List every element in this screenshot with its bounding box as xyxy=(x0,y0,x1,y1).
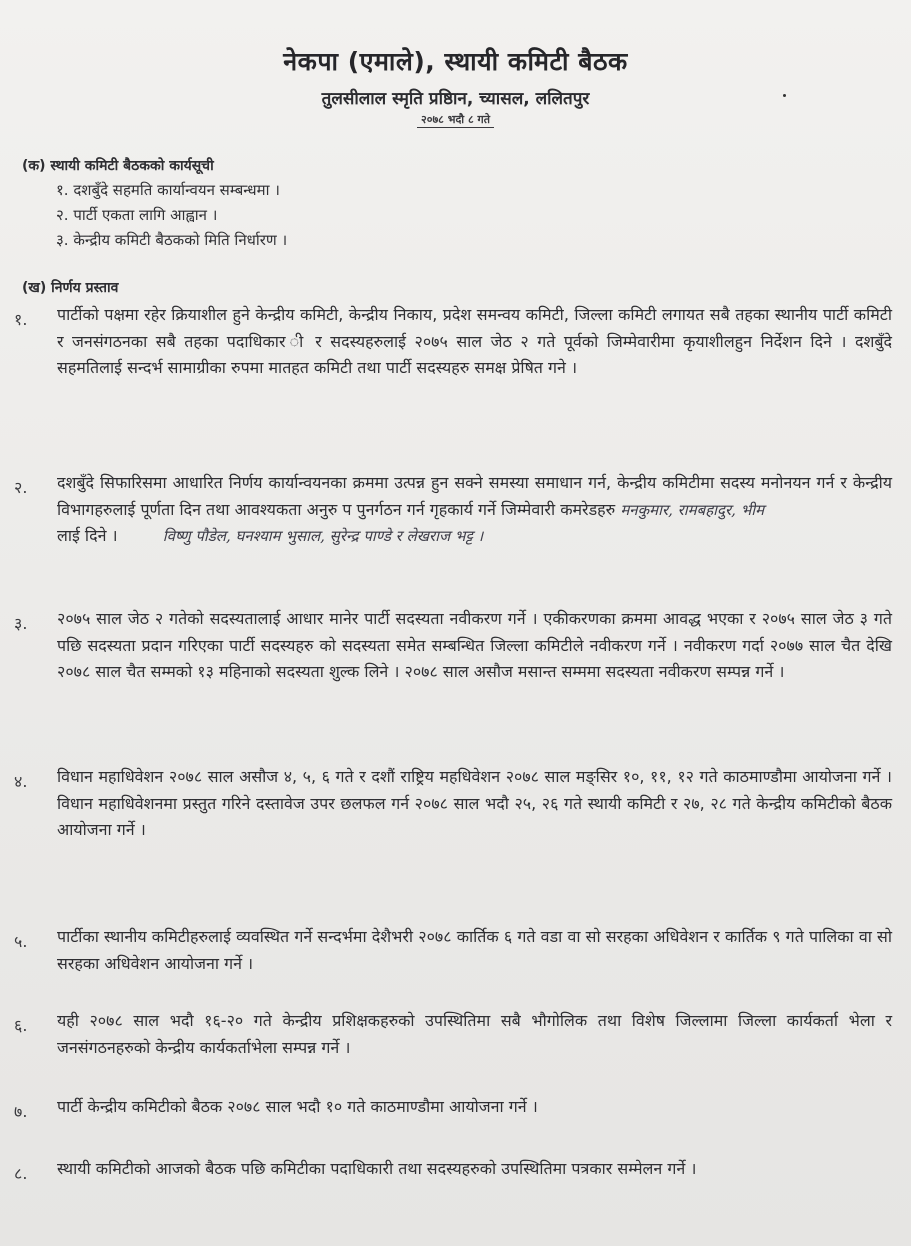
decision-text-8: स्थायी कमिटीको आजको बैठक पछि कमिटीका पदाधिकारी तथा सदस्यहरुको उपस्थितिमा पत्रकार सम्मेलन गर्ने । xyxy=(57,1159,697,1178)
agenda-heading: (क) स्थायी कमिटी बैठकको कार्यसूची xyxy=(22,158,214,174)
decision-text-5: पार्टीका स्थानीय कमिटीहरुलाई व्यवस्थित गर्ने सन्दर्भमा देशैभरी २०७८ कार्तिक ६ गते वडा वा सो सरहका अधिवेशन र कार्तिक ९ गते पालिका वा सो सरहका अधिवेशन आयोजना गर्ने । xyxy=(57,927,892,973)
decision-number-6: ६. xyxy=(14,1016,28,1035)
handwritten-note-2: विष्णु पौडेल, घनश्याम भुसाल, सुरेन्द्र पाण्डे र लेखराज भट्ट । xyxy=(162,527,484,545)
decision-number-5: ५. xyxy=(14,932,28,951)
decision-text-3: २०७५ साल जेठ २ गतेको सदस्यतालाई आधार मानेर पार्टी सदस्यता नवीकरण गर्ने । एकीकरणका क्रममा आवद्ध भएका र २०७५ साल जेठ ३ गते पछि सदस्यता प्रदान गरिएका पार्टी सदस्यहरु को सदस्यता समेत सम्बन्धित जिल्ला कमिटीले नवीकरण गर्ने । नवीकरण गर्दा २०७७ साल चैत देखि २०७८ साल चैत सम्मको १३ महिनाको सदस्यता शुल्क लिने । २०७८ साल असौज मसान्त सम्ममा सदस्यता नवीकरण सम्पन्न गर्ने । xyxy=(57,609,892,681)
decision-number-4: ४. xyxy=(14,772,28,791)
date-line xyxy=(0,112,911,127)
decisions-heading: (ख) निर्णय प्रस्ताव xyxy=(22,280,119,296)
decision-text-6: यही २०७८ साल भदौ १६-२० गते केन्द्रीय प्रशिक्षकहरुको उपस्थितिमा सबै भौगोलिक तथा विशेष जिल्लामा जिल्ला कार्यकर्ता भेला र जनसंगठनहरुको केन्द्रीय कार्यकर्ताभेला सम्पन्न गर्ने । xyxy=(57,1011,892,1057)
document-title: नेकपा (एमाले), स्थायी कमिटी बैठक xyxy=(283,47,628,76)
decision-number-1: १. xyxy=(14,310,28,329)
decision-number-2: २. xyxy=(14,478,28,497)
decision-2 xyxy=(57,470,892,550)
decision-text-7: पार्टी केन्द्रीय कमिटीको बैठक २०७८ साल भदौ १० गते काठमाण्डौमा आयोजना गर्ने । xyxy=(57,1097,538,1116)
venue-line: तुलसीलाल स्मृति प्रष्ठिान, च्यासल, ललितपुर xyxy=(321,89,590,109)
ink-dot xyxy=(783,94,786,97)
decision-number-7: ७. xyxy=(14,1102,28,1121)
agenda-item-3: ३. केन्द्रीय कमिटी बैठकको मिति निर्धारण । xyxy=(56,231,288,249)
date-text: २०७८ भदौ ८ गते xyxy=(417,113,494,128)
agenda-item-1: १. दशबुँदे सहमति कार्यान्वयन सम्बन्धमा । xyxy=(56,181,280,199)
decision-number-8: ८. xyxy=(14,1164,28,1183)
decision-text-4: विधान महाधिवेशन २०७८ साल असौज ४, ५, ६ गते र दशौं राष्ट्रिय महधिवेशन २०७८ साल मङ्सिर १०, ११, १२ गते काठमाण्डौमा आयोजना गर्ने । विधान महाधिवेशनमा प्रस्तुत गरिने दस्तावेज उपर छलफल गर्न २०७८ साल भदौ २५, २६ गते स्थायी कमिटी र २७, २८ गते केन्द्रीय कमिटीको बैठक आयोजना गर्ने । xyxy=(57,767,892,839)
decision-text-1: पार्टीको पक्षमा रहेर क्रियाशील हुने केन्द्रीय कमिटी, केन्द्रीय निकाय, प्रदेश समन्वय कमिटी, जिल्ला कमिटी लगायत सबै तहका स्थानीय पार्टी कमिटी र जनसंगठनका सबै तहका पदाधिकार ी र सदस्यहरुलाई २०७५ साल जेठ २ गते पूर्वको जिम्मेवारीमा कृयाशीलहुन निर्देशन दिने । दशबुँदे सहमतिलाई सन्दर्भ सामाग्रीका रुपमा मातहत कमिटी तथा पार्टी सदस्यहरु समक्ष प्रेषित गने । xyxy=(57,305,892,377)
decision-text-2: दशबुँदे सिफारिसमा आधारित निर्णय कार्यान्वयनका क्रममा उत्पन्न हुन सक्ने समस्या समाधान गर्न, केन्द्रीय कमिटीमा सदस्य मनोनयन गर्न र केन्द्रीय विभागहरुलाई पूर्णता दिन तथा आवश्यकता अनुरु प पुनर्गठन गर्न गृहकार्य गर्ने जिम्मेवारी कमरेडहरु xyxy=(57,473,892,519)
agenda-item-2: २. पार्टी एकता लागि आह्वान । xyxy=(56,206,218,224)
decision-number-3: ३. xyxy=(14,614,28,633)
handwritten-note-1: मनकुमार, रामबहादुर, भीम xyxy=(620,500,765,519)
decision-suffix-2: लाई दिने । xyxy=(57,526,118,545)
